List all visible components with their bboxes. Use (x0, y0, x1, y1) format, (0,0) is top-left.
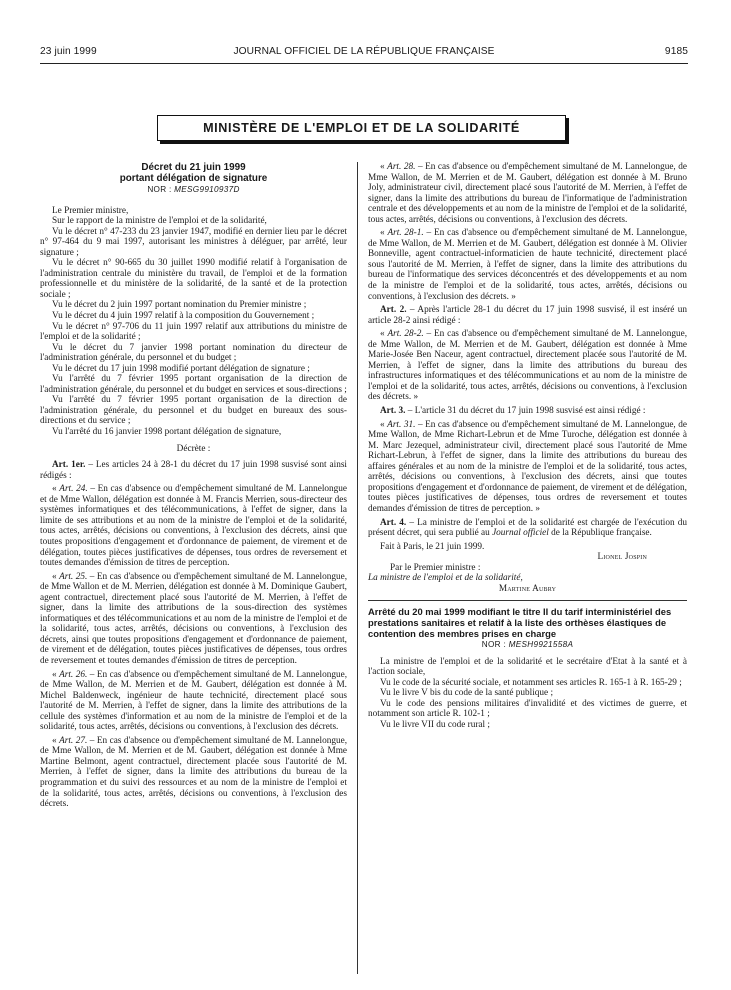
article-1-text: – Les articles 24 à 28-1 du décret du 17 juin 1998 susvisé sont ainsi rédigés : (40, 460, 347, 481)
decree1-decrete: Décrète : (176, 443, 211, 454)
article-4-journal: Journal officiel (492, 528, 549, 539)
decree1-title-line1: Décret du 21 juin 1999 (141, 162, 246, 173)
article-28-1-text: – En cas d'absence ou d'empêchement simultané de M. Lannelongue, de Mme Wallon, de M. Merrien et de M. Gaubert, délégation est donnée à M. Olivier Bonneville, agent contractuel-informaticien de haute technicité, directement placé sous l'autorité de M. Merrien, à l'effet de signer, dans la limite des attributions du bureau de l'informatique des services déconcentrés et des développements et au nom de la ministre de l'emploi et de la solidarité, tous actes, arrêtés, décisions ou conventions, à l'exclusion des décrets. » (368, 228, 688, 302)
article-25: « Art. 25. – En cas d'absence ou d'empêchement simultané de M. Lannelongue, de Mme Wallon et de M. Merrien, délégation est donnée à M. Dominique Gaubert, agent contractuel, directement placé sous l'autorité de M. Merrien, à l'effet de signer, dans la limite des attributions de la sous-direction des systèmes informatiques et des télécommunications et au nom de la ministre de l'emploi et de la solidarité, tous actes, arrêtés, décisions ou conventions, à l'exclusion des décrets, ainsi que toutes propositions d'engagement et d'ordonnance de paiement, de virement et de délégation, toutes pièces justificatives de dépenses, tous ordres de reversement et toutes demandes d'émission de titres de perception. (40, 571, 348, 666)
article-2 (368, 305, 687, 326)
decree1-preamble-7: Vu le décret du 7 janvier 1998 portant nomination du directeur de l'administration générale, du personnel et du budget ; (40, 342, 347, 364)
article-31-text: – En cas d'absence ou d'empêchement simultané de M. Lannelongue, de Mme Wallon, de Mme Richart-Lebrun et de Mme Turoche, délégation est donnée à M. Marc Jezequel, administrateur civil, directement placé sous l'autorité de Mme Richart-Lebrun, à l'effet de signer, dans la limite des attributions du bureau des affaires générales et au nom de la ministre de l'emploi et de la solidarité, tous actes, arrêtés, décisions ou conventions, à l'exclusion des décrets, ainsi que toutes propositions d'engagement et d'ordonnance de paiement, de virement et de délégation, toutes pièces justificatives de dépenses, tous ordres de reversement et toutes demandes d'émission de titres de perception. » (368, 419, 688, 514)
decree2-nor (368, 640, 687, 651)
header-date: 23 juin 1999 (40, 46, 97, 57)
header-rule (40, 63, 688, 64)
article-24: « Art. 24. – En cas d'absence ou d'empêchement simultané de M. Lannelongue et de Mme Wallon, délégation est donnée à M. Francis Merrien, sous-directeur des systèmes informatiques et des télécommunications, à l'effet de signer, dans la limite de ses attributions et au nom de la ministre de l'emploi et de la solidarité, tous actes, arrêtés, décisions ou conventions, à l'exclusion des décrets, ainsi que toutes propositions d'engagement et d'ordonnance de paiement, de virement et de délégation, toutes pièces justificatives de dépenses, tous ordres de reversement et toutes demandes d'émission de titres de perception. (40, 484, 347, 569)
article-3 (368, 406, 687, 417)
article-27-label: Art. 27. (59, 735, 88, 746)
article-3-text: – L'article 31 du décret du 17 juin 1998 susvisé est ainsi rédigé : (405, 406, 646, 417)
article-27-text: – En cas d'absence ou d'empêchement simultané de M. Lannelongue, de Mme Wallon, de M. Merrien et de M. Gaubert, délégation est donnée à Mme Martine Belmont, agent contractuel, directement placée sous l'autorité de M. Merrien, à l'effet de signer, dans la limite des attributions du bureau de la programmation et du suivi des ressources et au nom de la ministre de l'emploi et de la solidarité, tous actes, arrêtés, décisions ou conventions, à l'exclusion des décrets. (40, 735, 348, 810)
decree1-title-line2: portant délégation de signature (119, 173, 268, 184)
article-4 (368, 518, 687, 539)
decree1-nor-label: NOR : (147, 185, 172, 194)
article-28-2: « Art. 28-2. – En cas d'absence ou d'empêchement simultané de M. Lannelongue, de Mme Wallon, de M. Merrien et de M. Gaubert, délégation est donnée à Mme Marie-Josée Ben Naceur, agent contractuel, directement placée sous l'autorité de M. Merrien, à l'effet de signer, dans la limite des attributions du bureau des infrastructures informatiques et des télécommunications et au nom de la ministre de l'emploi et de la solidarité, tous actes, arrêtés, décisions ou conventions, à l'exclusion des décrets. » (368, 329, 688, 403)
decree1-signatory: Lionel Jospin (597, 552, 647, 563)
article-3-label: Art. 3. (380, 406, 406, 417)
decree1-preamble-1: Sur le rapport de la ministre de l'emploi et de la solidarité, (52, 216, 267, 227)
article-24-label: Art. 24. (59, 484, 88, 495)
header-journal-title: JOURNAL OFFICIEL DE LA RÉPUBLIQUE FRANÇAISE (233, 46, 495, 57)
decree2-preamble-0: La ministre de l'emploi et de la solidarité et le secrétaire d'Etat à la santé et à l'action sociale, (368, 656, 687, 678)
decree2-title: Arrêté du 20 mai 1999 modifiant le titre II du tarif interministériel des prestations sanitaires et relatif à la liste des orthèses élastiques de contention des membres prises en charge (368, 606, 672, 639)
article-4-text-a: – La ministre de l'emploi et de la solidarité est chargée de l'exécution du présent décret, qui sera publié au (368, 517, 687, 539)
running-header (40, 46, 688, 60)
article-31-label: Art. 31. (387, 419, 416, 430)
decree1-nor-code: MESG9910937D (174, 185, 240, 194)
article-26: « Art. 26. – En cas d'absence ou d'empêchement simultané de M. Lannelongue, de Mme Wallon, de M. Merrien et de M. Gaubert, délégation est donnée à M. Michel Baldenweck, ingénieur de haute technicité, directement placé sous l'autorité de M. Merrien, à l'effet de signer, dans la limite des attributions de la cellule des systèmes d'information et au nom de la ministre de l'emploi et de la solidarité, tous actes, arrêtés, décisions ou conventions, à l'exclusion des décrets. (40, 669, 348, 733)
decree1-minister-name: Martine Aubry (498, 583, 557, 594)
decree1-preamble-4: Vu le décret du 2 juin 1997 portant nomination du Premier ministre ; (52, 300, 307, 311)
article-2-text: – Après l'article 28-1 du décret du 17 juin 1998 susvisé, il est inséré un article 28-2 ainsi rédigé : (368, 305, 687, 326)
decree1-preamble-0: Le Premier ministre, (52, 205, 129, 216)
ministry-heading (157, 115, 566, 141)
article-28-text: – En cas d'absence ou d'empêchement simultané de M. Lannelongue, de Mme Wallon, de M. Merrien et de M. Gaubert, délégation est donnée à M. Bruno Joly, administrateur civil, directement placé sous l'autorité de M. Merrien, à l'effet de signer, dans la limite des attributions du bureau de l'informatique de l'administration centrale et des développements et au nom de la ministre de l'emploi et de la solidarité, tous actes, arrêtés, décisions ou conventions, à l'exclusion des décrets. (368, 162, 688, 225)
decree1-preamble-5: Vu le décret du 4 juin 1997 relatif à la composition du Gouvernement ; (52, 311, 315, 322)
decree1-preamble-2: Vu le décret n° 47-233 du 23 janvier 1947, modifié en dernier lieu par le décret n° 97-464 du 9 mai 1997, autorisant les ministres à déléguer, par arrêté, leur signature ; (40, 226, 347, 258)
header-page-number: 9185 (664, 46, 688, 57)
article-2-label: Art. 2. (380, 305, 407, 316)
decree1-by-pm: Par le Premier ministre : (390, 562, 481, 573)
decree1-preamble-9: Vu l'arrêté du 7 février 1995 portant organisation de la direction de l'administration générale, du personnel et du budget en services et sous-directions ; (40, 374, 347, 395)
article-1 (40, 460, 347, 481)
article-4-label: Art. 4. (380, 517, 407, 528)
decree1-preamble-8: Vu le décret du 17 juin 1998 modifié portant délégation de signature ; (52, 363, 310, 374)
left-column (40, 162, 347, 982)
decree2-preamble-3: Vu le code des pensions militaires d'invalidité et des victimes de guerre, et notamment son article R. 102-1 ; (368, 698, 687, 720)
article-24-text: – En cas d'absence ou d'empêchement simultané de M. Lannelongue et de Mme Wallon, délégation est donnée à M. Francis Merrien, sous-directeur des systèmes informatiques et des télécommunications, à l'effet de signer, dans la limite de ses attributions et au nom de la ministre de l'emploi et de la solidarité, tous actes, arrêtés, décisions ou conventions, à l'exclusion des décrets, ainsi que toutes propositions d'engagement et d'ordonnance de paiement, de virement et de délégation, toutes pièces justificatives de dépenses, tous ordres de reversement et toutes demandes d'émission de titres de perception. (40, 484, 347, 569)
decree1-minister-title: La ministre de l'emploi et de la solidarité, (368, 573, 523, 584)
decree2-preamble-1: Vu le code de la sécurité sociale, et notamment ses articles R. 165-1 à R. 165-29 ; (380, 677, 682, 688)
article-27: « Art. 27. – En cas d'absence ou d'empêchement simultané de M. Lannelongue, de Mme Wallon, de M. Merrien et de M. Gaubert, délégation est donnée à Mme Martine Belmont, agent contractuel, directement placée sous l'autorité de M. Merrien, à l'effet de signer, dans la limite des attributions du bureau de la programmation et du suivi des ressources et au nom de la ministre de l'emploi et de la solidarité, tous actes, arrêtés, décisions ou conventions, à l'exclusion des décrets. (40, 735, 348, 810)
article-25-label: Art. 25. (59, 571, 88, 582)
article-4-text-b: de la République française. (548, 528, 652, 539)
decree1-title (40, 162, 347, 184)
article-28-label: Art. 28. (387, 162, 416, 172)
decree2-preamble-2: Vu le livre V bis du code de la santé publique ; (380, 688, 554, 699)
decree1-preamble-10: Vu l'arrêté du 7 février 1995 portant organisation de la direction de l'administration générale, du personnel et du budget en bureaux des sous-directions et du service ; (40, 395, 347, 427)
decree2-preamble-4: Vu le livre VII du code rural ; (380, 719, 490, 730)
decree-separator (368, 600, 687, 601)
article-1-label: Art. 1er. (52, 460, 86, 471)
decree2-nor-label: NOR : (481, 640, 507, 650)
decree1-preamble-11: Vu l'arrêté du 16 janvier 1998 portant délégation de signature, (52, 427, 282, 438)
article-26-text: – En cas d'absence ou d'empêchement simultané de M. Lannelongue, de Mme Wallon, de M. Merrien et de M. Gaubert, délégation est donnée à M. Michel Baldenweck, ingénieur de haute technicité, directement placé sous l'autorité de M. Merrien, à l'effet de signer, dans la limite des attributions de la cellule des systèmes d'information et au nom de la ministre de l'emploi et de la solidarité, tous actes, arrêtés, décisions ou conventions, à l'exclusion des décrets. (40, 669, 348, 733)
decree1-done-at: Fait à Paris, le 21 juin 1999. (380, 541, 485, 552)
decree1-nor (40, 185, 347, 196)
decree2-nor-code: MESH9921558A (508, 640, 574, 650)
decree1-preamble-3: Vu le décret n° 90-665 du 30 juillet 1990 modifié relatif à l'organisation de l'administration centrale du ministère du travail, de l'emploi et de la formation professionnelle et du ministère de la solidarité, de la santé et de la protection sociale ; (40, 258, 347, 300)
article-25-text: – En cas d'absence ou d'empêchement simultané de M. Lannelongue, de Mme Wallon et de M. Merrien, délégation est donnée à M. Dominique Gaubert, agent contractuel, directement placé sous l'autorité de M. Merrien, à l'effet de signer, dans la limite des attributions de la sous-direction des systèmes informatiques et des télécommunications et au nom de la ministre de l'emploi et de la solidarité, tous actes, arrêtés, décisions ou conventions, à l'exclusion des décrets, ainsi que toutes propositions d'engagement et d'ordonnance de paiement, de virement et de délégation, toutes pièces justificatives de dépenses, tous ordres de reversement et toutes demandes d'émission de titres de perception. (40, 571, 348, 666)
article-26-label: Art. 26. (59, 669, 88, 680)
right-column (368, 162, 687, 982)
article-28-2-label: Art. 28-2. (387, 329, 424, 340)
article-31: « Art. 31. – En cas d'absence ou d'empêchement simultané de M. Lannelongue, de Mme Wallon, de Mme Richart-Lebrun et de Mme Turoche, délégation est donnée à M. Marc Jezequel, administrateur civil, directement placé sous l'autorité de Mme Richart-Lebrun, à l'effet de signer, dans la limite des attributions du bureau des affaires générales et au nom de la ministre de l'emploi et de la solidarité, tous actes, arrêtés, décisions ou conventions, à l'exclusion des décrets, ainsi que toutes propositions d'engagement et d'ordonnance de paiement, de virement et de délégation, toutes pièces justificatives de dépenses, tous ordres de reversement et toutes demandes d'émission de titres de perception. » (368, 419, 688, 514)
ministry-title: MINISTÈRE DE L'EMPLOI ET DE LA SOLIDARITÉ (203, 121, 520, 135)
column-divider (357, 162, 358, 974)
article-28-2-text: – En cas d'absence ou d'empêchement simultané de M. Lannelongue, de Mme Wallon, de M. Merrien et de M. Gaubert, délégation est donnée à Mme Marie-Josée Ben Naceur, agent contractuel, directement placée sous l'autorité de M. Merrien, à l'effet de signer, dans la limite des attributions du bureau des infrastructures informatiques et des télécommunications et au nom de la ministre de l'emploi et de la solidarité, tous actes, arrêtés, décisions ou conventions, à l'exclusion des décrets. » (368, 329, 688, 403)
article-28-1: « Art. 28-1. – En cas d'absence ou d'empêchement simultané de M. Lannelongue, de Mme Wallon, de M. Merrien et de M. Gaubert, délégation est donnée à M. Olivier Bonneville, agent contractuel-informaticien de haute technicité, directement placé sous l'autorité de M. Merrien, à l'effet de signer, dans la limite des attributions du bureau de l'informatique des services déconcentrés et des développements et au nom de la ministre de l'emploi et de la solidarité, tous actes, arrêtés, décisions ou conventions, à l'exclusion des décrets. » (368, 228, 688, 302)
article-28-1-label: Art. 28-1. (387, 228, 424, 239)
decree1-preamble-6: Vu le décret n° 97-706 du 11 juin 1997 relatif aux attributions du ministre de l'emploi et de la solidarité ; (40, 321, 347, 343)
article-28: « Art. 28. – En cas d'absence ou d'empêchement simultané de M. Lannelongue, de Mme Wallon, de M. Merrien et de M. Gaubert, délégation est donnée à M. Bruno Joly, administrateur civil, directement placé sous l'autorité de M. Merrien, à l'effet de signer, dans la limite des attributions du bureau de l'informatique de l'administration centrale et des développements et au nom de la ministre de l'emploi et de la solidarité, tous actes, arrêtés, décisions ou conventions, à l'exclusion des décrets. (368, 162, 688, 225)
